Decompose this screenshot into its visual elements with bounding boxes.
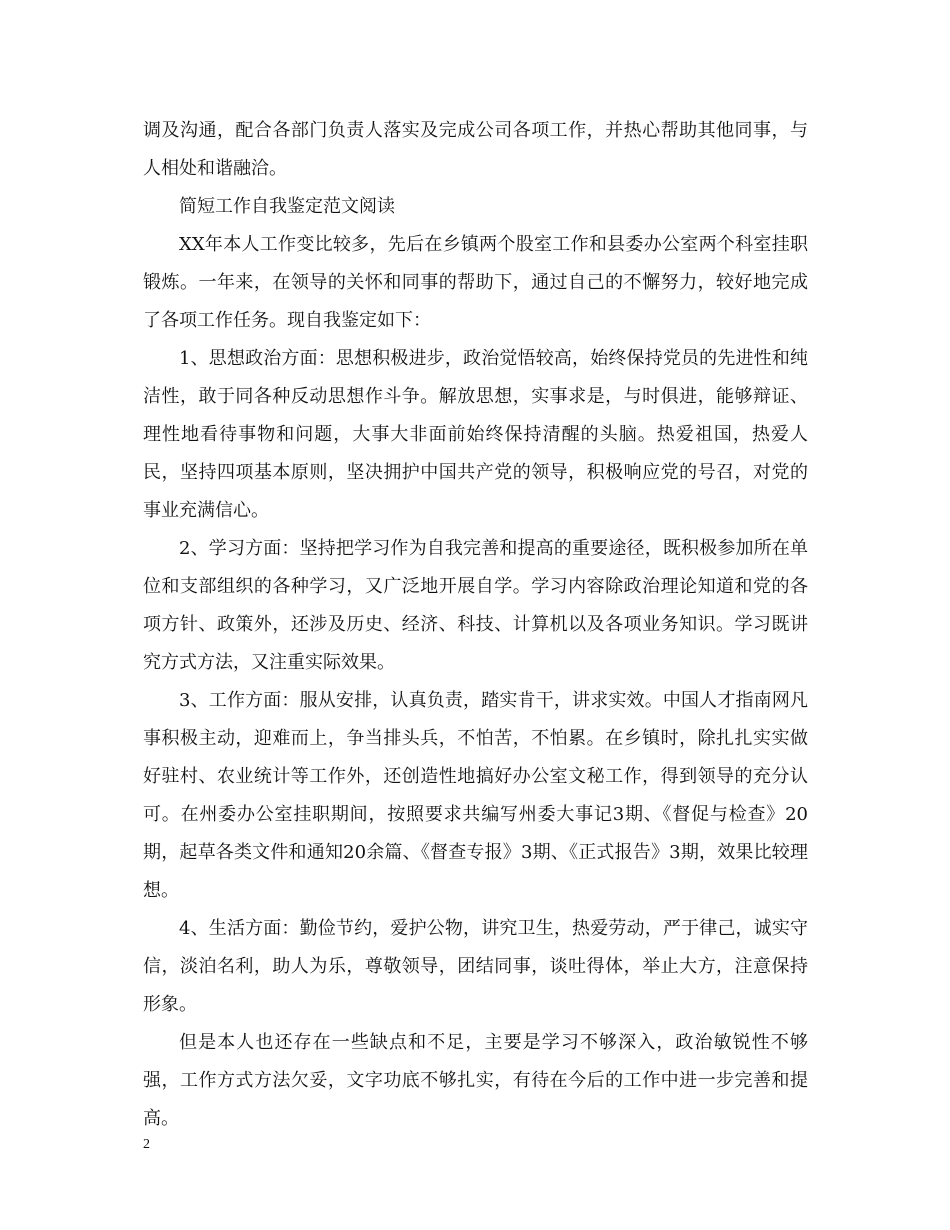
paragraph-intro: XX年本人工作变比较多，先后在乡镇两个股室工作和县委办公室两个科室挂职锻炼。一年来，在领导的关怀和同事的帮助下，通过自己的不懈努力，较好地完成了各项工作任务。现自我鉴定如下： xyxy=(143,234,808,331)
section-heading: 简短工作自我鉴定范文阅读 xyxy=(179,196,395,217)
paragraph-political: 1、思想政治方面：思想积极进步，政治觉悟较高，始终保持党员的先进性和纯洁性，敢于同各种反动思想作斗争。解放思想，实事求是，与时俱进，能够辩证、理性地看待事物和问题，大事大非面前始终保持清醒的头脑。热爱祖国，热爱人民，坚持四项基本原则，坚决拥护中国共产党的领导，积极响应党的号召，对党的事业充满信心。 xyxy=(143,348,808,521)
paragraph-study: 2、学习方面：坚持把学习作为自我完善和提高的重要途径，既积极参加所在单位和支部组织的各种学习，又广泛地开展自学。学习内容除政治理论知道和党的各项方针、政策外，还涉及历史、经济、科技、计算机以及各项业务知识。学习既讲究方式方法，又注重实际效果。 xyxy=(143,538,808,673)
paragraph-shortcomings: 但是本人也还存在一些缺点和不足，主要是学习不够深入，政治敏锐性不够强，工作方式方法欠妥，文字功底不够扎实，有待在今后的工作中进一步完善和提高。 xyxy=(143,1032,808,1129)
paragraph-continuation: 调及沟通，配合各部门负责人落实及完成公司各项工作，并热心帮助其他同事，与人相处和谐融洽。 xyxy=(143,120,808,179)
paragraph-work: 3、工作方面：服从安排，认真负责，踏实肯干，讲求实效。中国人才指南网凡事积极主动，迎难而上，争当排头兵，不怕苦，不怕累。在乡镇时，除扎扎实实做好驻村、农业统计等工作外，还创造性地搞好办公室文秘工作，得到领导的充分认可。在州委办公室挂职期间，按照要求共编写州委大事记3期、《督促与检查》20期，起草各类文件和通知20余篇、《督查专报》3期、《正式报告》3期，效果比较理想。 xyxy=(143,690,808,901)
page-number: 2 xyxy=(143,1137,150,1152)
document-body xyxy=(143,112,808,1138)
paragraph-life: 4、生活方面：勤俭节约，爱护公物，讲究卫生，热爱劳动，严于律己，诚实守信，淡泊名利，助人为乐，尊敬领导，团结同事，谈吐得体，举止大方，注意保持形象。 xyxy=(143,918,808,1015)
